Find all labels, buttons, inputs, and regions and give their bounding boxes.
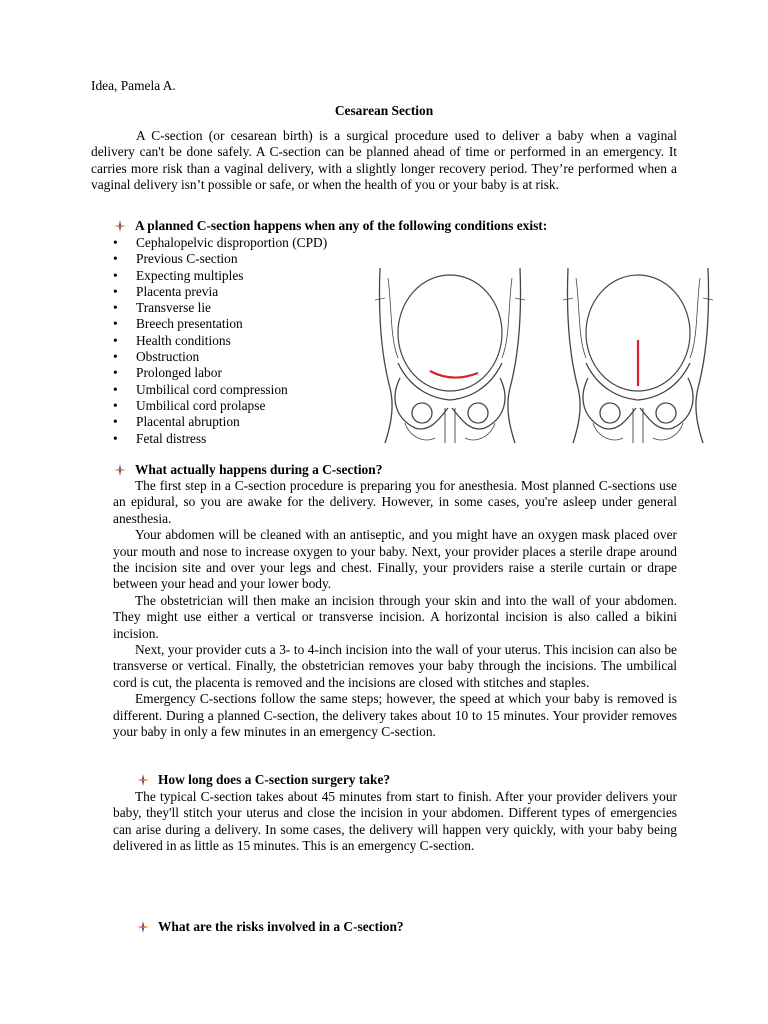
bullet-dot: • (113, 251, 118, 267)
transverse-incision-line (430, 371, 478, 378)
section-heading-duration (136, 772, 390, 788)
list-item-text: Placental abruption (136, 414, 240, 430)
list-item (113, 268, 327, 284)
bullet-dot: • (113, 365, 118, 381)
list-item (113, 398, 327, 414)
list-item (113, 382, 327, 398)
conditions-list (113, 235, 327, 447)
list-item-text: Breech presentation (136, 316, 243, 332)
section-heading-text: What are the risks involved in a C-section? (158, 919, 404, 934)
list-item (113, 316, 327, 332)
list-item (113, 284, 327, 300)
section-heading-planned (113, 218, 547, 234)
list-item-text: Umbilical cord prolapse (136, 397, 266, 413)
list-item (113, 235, 327, 251)
list-item-text: Placenta previa (136, 283, 219, 299)
list-item-text: Umbilical cord compression (136, 381, 288, 397)
author-name: Idea, Pamela A. (91, 78, 176, 93)
four-point-star-bullet-icon (113, 220, 127, 232)
section-heading-text: How long does a C-section surgery take? (158, 772, 391, 787)
procedure-paragraph: The first step in a C-section procedure is preparing you for anesthesia. Most planned C-sections use an epidural, so you are awake for the delivery. However, in some cases, you're asleep under general anesthesia. (113, 478, 677, 526)
bullet-dot: • (113, 332, 118, 348)
procedure-paragraph: Your abdomen will be cleaned with an antiseptic, and you might have an oxygen mask placed over your mouth and nose to increase oxygen to your baby. Next, your provider places a sterile drape around the incision site and over your legs and chest. Finally, your providers raise a sterile curtain or drape between your head and your lower body. (113, 527, 677, 592)
four-point-star-bullet-icon (136, 921, 150, 933)
bullet-dot: • (113, 300, 118, 316)
duration-paragraph: The typical C-section takes about 45 minutes from start to finish. After your provider delivers your baby, they'll stitch your uterus and close the incision in your abdomen. Different types of emergencies can arise during a delivery. In some cases, the delivery will happen very quickly, with your baby being delivered in as little as 15 minutes. This is an emergency C-section. (113, 789, 677, 854)
list-item-text: Transverse lie (136, 300, 212, 316)
four-point-star-bullet-icon (113, 464, 127, 476)
list-item-text: Cephalopelvic disproportion (CPD) (136, 235, 328, 250)
section-heading-text: A planned C-section happens when any of the following conditions exist: (135, 218, 548, 233)
list-item (113, 300, 327, 316)
list-item-text: Health conditions (136, 332, 231, 348)
bullet-dot: • (113, 430, 118, 446)
bullet-dot: • (113, 349, 118, 365)
document-title: Cesarean Section (334, 103, 434, 118)
list-item (113, 431, 327, 447)
list-item-text: Prolonged labor (136, 365, 222, 381)
procedure-section-body (113, 478, 677, 741)
section-heading-risks (136, 919, 404, 935)
list-item-text: Fetal distress (136, 430, 207, 446)
list-item (113, 414, 327, 430)
pelvis-transverse-incision-illustration (375, 268, 525, 443)
procedure-paragraph: The obstetrician will then make an incision through your skin and into the wall of your abdomen. They might use either a vertical or transverse incision. A horizontal incision is also called a bikini incision. (113, 592, 677, 641)
bullet-dot: • (113, 414, 118, 430)
intro-paragraph: A C-section (or cesarean birth) is a surgical procedure used to deliver a baby when a vaginal delivery can't be done safely. A C-section can be planned ahead of time or performed in an emergency. It carries more risk than a vaginal delivery, with a slightly longer recovery period. They’re performed when a vaginal delivery isn’t possible or safe, or when the health of you or your baby is at risk. (91, 128, 677, 193)
procedure-paragraph: Next, your provider cuts a 3- to 4-inch incision into the wall of your uterus. This incision can also be transverse or vertical. Finally, the obstetrician removes your baby through the incisions. The umbilical cord is cut, the placenta is removed and the incisions are closed with stitches and staples. (113, 642, 677, 690)
list-item (113, 365, 327, 381)
list-item-text: Expecting multiples (136, 267, 244, 283)
bullet-dot: • (113, 235, 118, 250)
bullet-dot: • (113, 267, 118, 283)
bullet-dot: • (113, 283, 118, 299)
bullet-dot: • (113, 316, 118, 332)
list-item-text: Previous C-section (136, 251, 238, 267)
list-item-text: Obstruction (136, 349, 200, 365)
incision-diagram (370, 258, 720, 448)
section-heading-procedure (113, 462, 382, 478)
section-heading-text: What actually happens during a C-section? (135, 462, 383, 477)
bullet-dot: • (113, 381, 118, 397)
list-item (113, 333, 327, 349)
procedure-paragraph: Emergency C-sections follow the same steps; however, the speed at which your baby is removed is different. During a planned C-section, the delivery takes about 10 to 15 minutes. Your provider removes your baby in only a few minutes in an emergency C-section. (113, 691, 677, 740)
list-item (113, 349, 327, 365)
bullet-dot: • (113, 397, 118, 413)
list-item (113, 251, 327, 267)
four-point-star-bullet-icon (136, 774, 150, 786)
